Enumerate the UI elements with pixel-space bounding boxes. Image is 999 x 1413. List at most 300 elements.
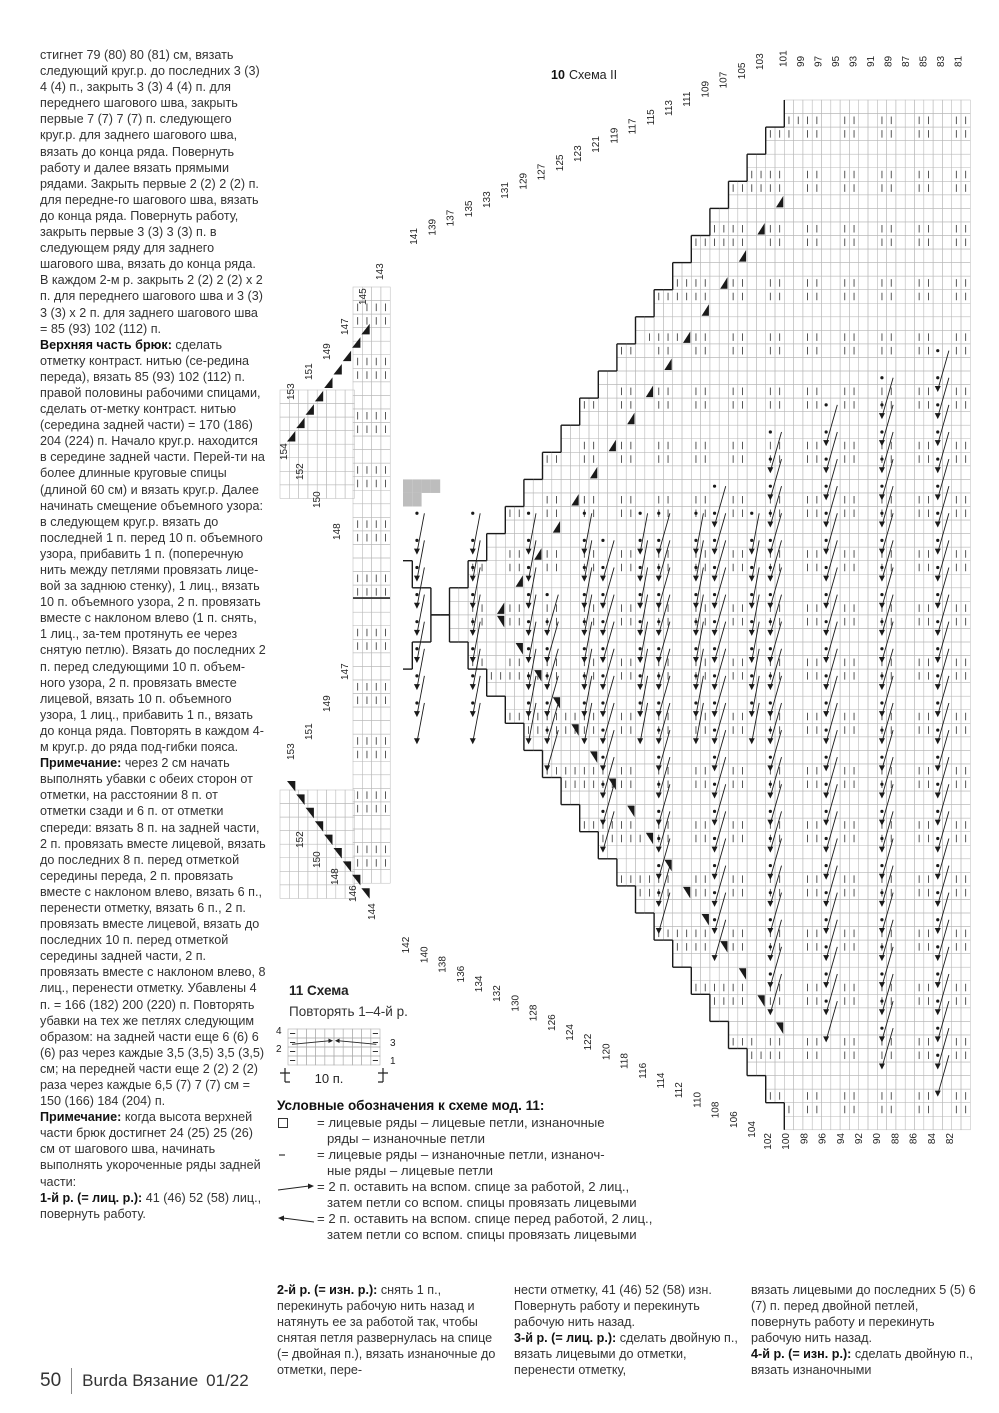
cable-arrowhead xyxy=(879,792,885,798)
cable-dot xyxy=(471,593,474,596)
grid-cell xyxy=(756,439,765,453)
grid-cell xyxy=(784,168,793,182)
grid-cell xyxy=(961,1062,970,1076)
cable-arrowhead xyxy=(656,874,662,880)
cable-dot xyxy=(713,539,716,542)
grid-cell xyxy=(868,750,877,764)
grid-cell xyxy=(840,208,849,222)
grid-cell xyxy=(859,466,868,480)
grid-cell xyxy=(710,357,719,371)
grid-cell xyxy=(933,222,942,236)
grid-cell xyxy=(915,263,924,277)
grid-cell xyxy=(868,452,877,466)
cable-dot xyxy=(546,674,549,677)
cable-dot xyxy=(583,539,586,542)
grid-cell xyxy=(682,615,691,629)
cable-arrowhead xyxy=(581,684,587,690)
grid-cell xyxy=(812,683,821,697)
grid-cell xyxy=(887,1116,896,1130)
side-grid-cell xyxy=(372,341,381,355)
decrease-triangle xyxy=(646,386,653,398)
grid-cell xyxy=(719,385,728,399)
grid-cell xyxy=(794,628,803,642)
side-grid-cell xyxy=(317,790,326,804)
grid-cell xyxy=(812,412,821,426)
grid-cell xyxy=(794,520,803,534)
grid-cell xyxy=(961,1008,970,1022)
grid-cell xyxy=(784,371,793,385)
grid-cell xyxy=(794,317,803,331)
grid-cell xyxy=(840,696,849,710)
grid-cell xyxy=(747,195,756,209)
cable-dot xyxy=(471,512,474,515)
grid-cell xyxy=(905,1008,914,1022)
grid-cell xyxy=(663,371,672,385)
cable-dot xyxy=(527,566,530,569)
grid-cell xyxy=(784,601,793,615)
cable-arrowhead xyxy=(600,684,606,690)
grid-cell xyxy=(905,317,914,331)
cable-dot xyxy=(471,620,474,623)
grid-cell xyxy=(831,507,840,521)
grid-cell xyxy=(710,344,719,358)
grid-cell xyxy=(896,642,905,656)
grid-cell xyxy=(831,778,840,792)
cable-arrowhead xyxy=(879,738,885,744)
grid-cell xyxy=(794,1089,803,1103)
grid-cell xyxy=(831,114,840,128)
grid-cell xyxy=(570,615,579,629)
grid-cell xyxy=(747,859,756,873)
side-grid-cell xyxy=(381,287,390,301)
grid-cell xyxy=(756,479,765,493)
grid-cell xyxy=(682,818,691,832)
grid-cell xyxy=(803,805,812,819)
grid-cell xyxy=(933,276,942,290)
grid-cell xyxy=(784,1008,793,1022)
grid-cell xyxy=(561,791,570,805)
grid-cell xyxy=(617,750,626,764)
cable-arrowhead xyxy=(637,630,643,636)
grid-cell xyxy=(859,439,868,453)
grid-cell xyxy=(701,845,710,859)
grid-cell xyxy=(915,737,924,751)
cable-arrowhead xyxy=(823,847,829,853)
decrease-triangle xyxy=(497,616,504,628)
grid-cell xyxy=(663,696,672,710)
grid-cell xyxy=(822,317,831,331)
grid-cell xyxy=(775,534,784,548)
grid-cell xyxy=(701,588,710,602)
grid-cell xyxy=(775,303,784,317)
grid-cell xyxy=(589,588,598,602)
grid-cell xyxy=(840,859,849,873)
grid-cell xyxy=(896,994,905,1008)
grid-cell xyxy=(682,588,691,602)
grid-cell xyxy=(756,236,765,250)
grid-cell xyxy=(784,303,793,317)
grid-cell xyxy=(859,114,868,128)
grid-cell xyxy=(598,439,607,453)
side-grid-cell xyxy=(353,558,362,572)
cable-dot xyxy=(694,647,697,650)
grid-cell xyxy=(617,805,626,819)
grid-cell xyxy=(803,642,812,656)
grid-cell xyxy=(682,642,691,656)
grid-cell xyxy=(794,845,803,859)
cable-dot xyxy=(657,728,660,731)
grid-cell xyxy=(654,357,663,371)
cable-dot xyxy=(527,674,530,677)
grid-cell xyxy=(887,805,896,819)
cable-dot xyxy=(583,620,586,623)
grid-cell xyxy=(487,615,496,629)
grid-cell xyxy=(682,601,691,615)
grid-cell xyxy=(905,466,914,480)
grid-cell xyxy=(942,696,951,710)
paragraph xyxy=(40,1190,266,1222)
grid-cell xyxy=(868,832,877,846)
cable-dot xyxy=(936,620,939,623)
grid-cell xyxy=(459,615,468,629)
grid-cell xyxy=(617,412,626,426)
grid-cell xyxy=(756,249,765,263)
side-grid-cell xyxy=(327,471,336,485)
grid-cell xyxy=(719,479,728,493)
side-grid-cell xyxy=(289,444,298,458)
grid-cell xyxy=(729,574,738,588)
grid-cell xyxy=(747,385,756,399)
grid-cell xyxy=(766,263,775,277)
grid-cell xyxy=(803,574,812,588)
grid-cell xyxy=(896,276,905,290)
grid-cell xyxy=(952,642,961,656)
grid-cell xyxy=(859,683,868,697)
grid-cell xyxy=(794,507,803,521)
row-label: 120 xyxy=(601,1043,613,1061)
grid-cell xyxy=(905,385,914,399)
decrease-triangle xyxy=(609,440,616,452)
grid-cell xyxy=(608,425,617,439)
grid-cell xyxy=(868,1062,877,1076)
decrease-triangle xyxy=(306,404,314,415)
grid-cell xyxy=(868,994,877,1008)
grid-cell xyxy=(868,534,877,548)
grid-cell xyxy=(840,534,849,548)
side-grid-cell xyxy=(381,829,390,843)
cable-arrowhead xyxy=(712,928,718,934)
cable-dot xyxy=(583,701,586,704)
grid-cell xyxy=(343,1038,352,1047)
cable-dot xyxy=(527,620,530,623)
grid-cell xyxy=(868,276,877,290)
grid-cell xyxy=(784,561,793,575)
grid-cell xyxy=(543,466,552,480)
grid-cell xyxy=(942,100,951,114)
cable-arrowhead xyxy=(823,1009,829,1015)
side-grid-cell xyxy=(299,444,308,458)
grid-cell xyxy=(673,412,682,426)
grid-cell xyxy=(710,412,719,426)
cable-dot xyxy=(639,674,642,677)
cable-dot xyxy=(713,918,716,921)
grid-cell xyxy=(729,954,738,968)
grid-cell xyxy=(868,154,877,168)
grid-cell xyxy=(580,520,589,534)
row-label: 146 xyxy=(348,885,359,902)
column-label: 100 xyxy=(781,1133,793,1150)
grid-cell xyxy=(896,412,905,426)
grid-cell xyxy=(673,561,682,575)
grid-cell xyxy=(561,588,570,602)
side-grid-cell xyxy=(372,612,381,626)
grid-cell xyxy=(794,1049,803,1063)
side-grid-cell xyxy=(353,612,362,626)
grid-cell xyxy=(859,818,868,832)
grid-cell xyxy=(831,371,840,385)
grid-cell xyxy=(896,398,905,412)
grid-cell xyxy=(868,574,877,588)
side-grid-cell xyxy=(362,870,371,884)
grid-cell xyxy=(868,100,877,114)
grid-cell xyxy=(859,994,868,1008)
cable-dot xyxy=(769,430,772,433)
grid-cell xyxy=(533,493,542,507)
grid-cell xyxy=(701,791,710,805)
grid-cell xyxy=(636,439,645,453)
grid-cell xyxy=(673,737,682,751)
grid-cell xyxy=(924,791,933,805)
grid-cell xyxy=(794,141,803,155)
paragraph-text: сделать отметку контраст. нитью (се-редина переда), вязать 85 (93) 102 (112) п. правой половины рабочими спицами, сделать от-метку контраст. нитью (середина задней части) = 170 (186) 204 (224) п. Начало круг.р. находится в середине задней части. Перей-ти на более длинные круговые спицы (длиной 60 см) и вязать круг.р. Далее начинать смещение объемного узора: в следующем круг.р. вязать до последней 1 п. перед 10 п. объемного узора, прибавить 1 п. (поперечную нить между петлями провязать лице-вой за заднюю стенку), 1 лиц., вязать 10 п. объемного узора, 2 п. провязать вместе с наклоном влево (1 п. снять, 1 лиц., за-тем протянуть ее через снятую петлю). Вязать до последних 2 п. перед следующими 10 п. объем-ного узора, 2 п. провязать вместе лицевой, вязать 10 п. объемного узора, 1 лиц., прибавить 1 п., вязать до конца ряда. Повторять в каждом 4-м круг.р. до ряда под-гибки пояса. xyxy=(40,337,266,755)
side-grid-cell xyxy=(336,404,345,418)
grid-cell xyxy=(849,100,858,114)
grid-cell xyxy=(840,1021,849,1035)
grid-cell xyxy=(608,615,617,629)
grid-cell xyxy=(505,520,514,534)
grid-cell xyxy=(673,778,682,792)
row-label: 106 xyxy=(728,1111,740,1128)
side-grid-cell xyxy=(372,829,381,843)
grid-cell xyxy=(654,412,663,426)
grid-cell xyxy=(561,696,570,710)
grid-cell xyxy=(673,520,682,534)
grid-cell xyxy=(877,100,886,114)
grid-cell xyxy=(589,805,598,819)
decrease-triangle xyxy=(683,887,690,899)
grid-cell xyxy=(831,344,840,358)
grid-cell xyxy=(496,683,505,697)
column-label: 81 xyxy=(953,55,965,67)
grid-cell xyxy=(543,479,552,493)
grid-cell xyxy=(617,534,626,548)
grid-cell xyxy=(831,642,840,656)
side-grid-cell xyxy=(327,444,336,458)
grid-cell xyxy=(663,412,672,426)
grid-cell xyxy=(738,683,747,697)
grid-cell xyxy=(561,642,570,656)
grid-cell xyxy=(942,181,951,195)
grid-cell xyxy=(794,710,803,724)
grid-cell xyxy=(887,588,896,602)
grid-cell xyxy=(952,208,961,222)
grid-cell xyxy=(812,845,821,859)
grid-cell xyxy=(942,168,951,182)
grid-cell xyxy=(756,493,765,507)
grid-cell xyxy=(859,954,868,968)
side-grid-cell xyxy=(353,775,362,789)
grid-cell xyxy=(849,791,858,805)
grid-cell xyxy=(505,696,514,710)
grid-cell xyxy=(598,385,607,399)
grid-cell xyxy=(691,425,700,439)
side-grid-cell xyxy=(372,599,381,613)
grid-cell xyxy=(617,425,626,439)
grid-cell xyxy=(961,425,970,439)
grid-cell xyxy=(952,859,961,873)
grid-cell xyxy=(933,195,942,209)
grid-cell xyxy=(896,778,905,792)
row-label: 147 xyxy=(340,318,351,335)
grid-cell xyxy=(849,479,858,493)
grid-cell xyxy=(617,466,626,480)
grid-cell xyxy=(710,466,719,480)
grid-cell xyxy=(822,100,831,114)
grid-cell xyxy=(775,588,784,602)
grid-cell xyxy=(794,561,803,575)
cable-arrowhead xyxy=(544,657,550,663)
cable-arrowhead xyxy=(470,630,476,636)
grid-cell xyxy=(794,452,803,466)
grid-cell xyxy=(859,290,868,304)
grid-cell xyxy=(831,398,840,412)
grid-cell xyxy=(822,127,831,141)
grid-cell xyxy=(952,371,961,385)
grid-cell xyxy=(803,208,812,222)
cable-arrowhead xyxy=(935,820,941,826)
cable-arrowhead xyxy=(935,901,941,907)
grid-cell xyxy=(924,520,933,534)
grid-cell xyxy=(775,249,784,263)
grid-cell xyxy=(942,561,951,575)
cable-arrowhead xyxy=(749,684,755,690)
cable-dot xyxy=(546,593,549,596)
grid-cell xyxy=(794,466,803,480)
grid-cell xyxy=(924,845,933,859)
cable-arrowhead xyxy=(767,467,773,473)
grid-cell xyxy=(673,452,682,466)
grid-cell xyxy=(663,588,672,602)
grid-cell xyxy=(756,913,765,927)
grid-cell xyxy=(719,669,728,683)
grid-cell xyxy=(710,385,719,399)
grid-cell xyxy=(747,208,756,222)
grid-cell xyxy=(952,750,961,764)
cable-dot xyxy=(825,457,828,460)
scheme-11-header xyxy=(289,983,408,1019)
grid-cell xyxy=(673,764,682,778)
grid-cell xyxy=(849,195,858,209)
grid-cell xyxy=(961,412,970,426)
grid-cell xyxy=(626,466,635,480)
grid-cell xyxy=(636,479,645,493)
column-label: 83 xyxy=(935,55,947,67)
grid-cell xyxy=(849,913,858,927)
side-grid-cell xyxy=(280,790,289,804)
grid-cell xyxy=(682,913,691,927)
grid-cell xyxy=(859,493,868,507)
cable-arrowhead xyxy=(693,549,699,555)
grid-cell xyxy=(859,236,868,250)
grid-cell xyxy=(868,507,877,521)
grid-cell xyxy=(905,683,914,697)
grid-cell xyxy=(775,805,784,819)
grid-cell xyxy=(756,886,765,900)
grid-cell xyxy=(831,1062,840,1076)
grid-cell xyxy=(794,181,803,195)
side-grid-cell xyxy=(289,417,298,431)
cable-arrowhead xyxy=(600,603,606,609)
side-grid-cell xyxy=(372,504,381,518)
grid-cell xyxy=(738,913,747,927)
cable-dot xyxy=(825,891,828,894)
decrease-triangle xyxy=(571,494,578,506)
cable-dot xyxy=(471,566,474,569)
cable-arrowhead xyxy=(470,549,476,555)
grid-cell xyxy=(784,222,793,236)
grid-cell xyxy=(812,1021,821,1035)
grid-cell xyxy=(849,154,858,168)
grid-cell xyxy=(691,479,700,493)
cable-arrowhead xyxy=(526,630,532,636)
grid-cell xyxy=(896,1076,905,1090)
grid-cell xyxy=(859,1021,868,1035)
grid-cell xyxy=(682,696,691,710)
grid-cell xyxy=(775,208,784,222)
cable-arrowhead xyxy=(879,711,885,717)
grid-cell xyxy=(887,100,896,114)
grid-cell xyxy=(524,479,533,493)
grid-cell xyxy=(840,574,849,588)
side-grid-cell xyxy=(362,544,371,558)
grid-cell xyxy=(859,1076,868,1090)
grid-cell xyxy=(942,615,951,629)
grid-cell xyxy=(552,588,561,602)
grid-cell xyxy=(924,357,933,371)
grid-cell xyxy=(803,534,812,548)
grid-cell xyxy=(766,357,775,371)
decrease-triangle xyxy=(757,223,764,235)
grid-cell xyxy=(756,303,765,317)
row-label: 137 xyxy=(445,209,457,227)
grid-cell xyxy=(645,452,654,466)
grid-cell xyxy=(682,954,691,968)
column-label: 84 xyxy=(926,1133,938,1145)
grid-cell xyxy=(343,1047,352,1056)
grid-cell xyxy=(794,249,803,263)
grid-cell xyxy=(775,967,784,981)
grid-cell xyxy=(580,791,589,805)
grid-cell xyxy=(487,642,496,656)
grid-cell xyxy=(682,466,691,480)
cable-arrowhead xyxy=(656,765,662,771)
grid-cell xyxy=(915,899,924,913)
grid-cell xyxy=(775,913,784,927)
grid-cell xyxy=(961,628,970,642)
grid-cell xyxy=(812,859,821,873)
row-label: 105 xyxy=(736,62,748,80)
grid-cell xyxy=(840,263,849,277)
